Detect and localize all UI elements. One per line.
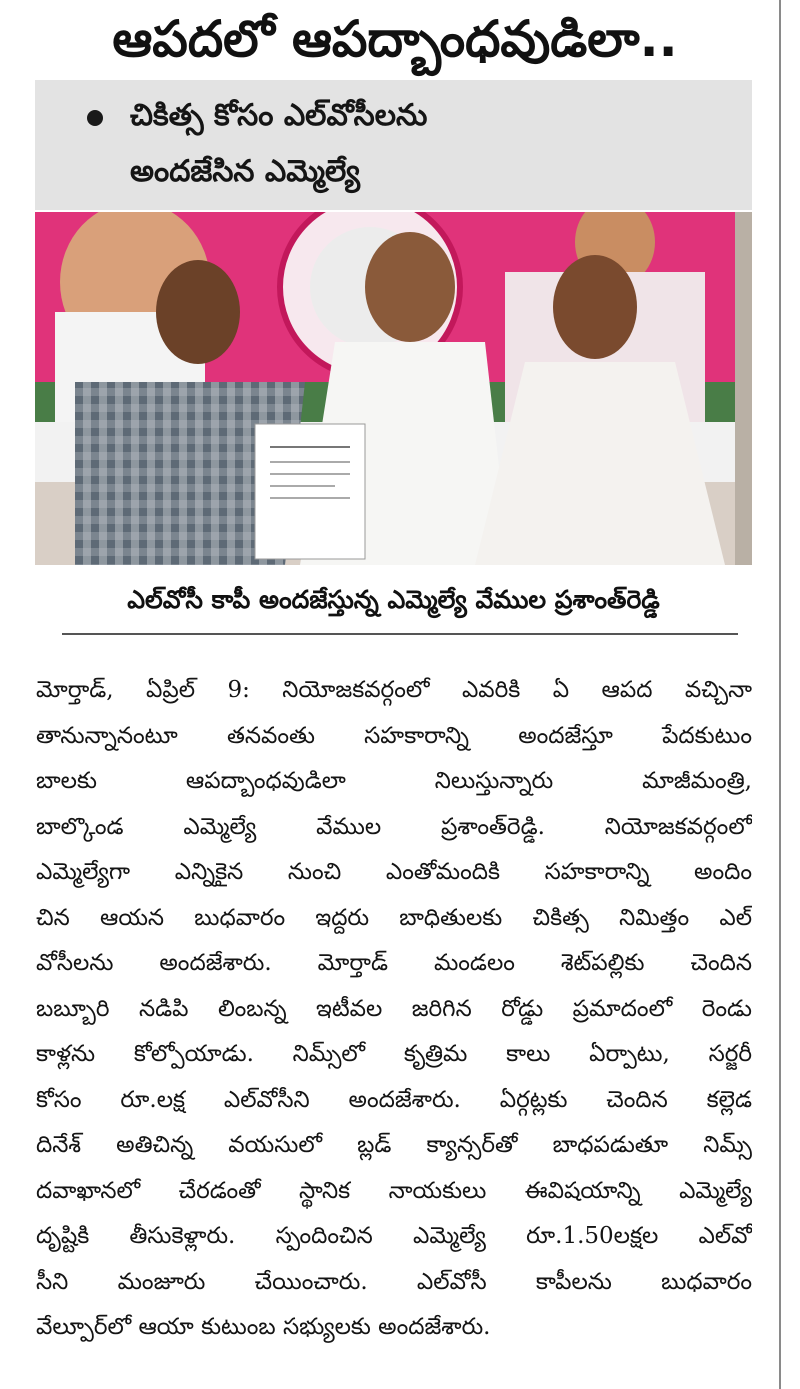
subhead-line-2: అందజేసిన ఎమ్మెల్యే [130, 154, 361, 189]
article-line: దినేశ్ అతిచిన్న వయసులో బ్లడ్ క్యాన్సర్‌తో బాధపడుతూ నిమ్స్ [36, 1132, 752, 1158]
news-photo [35, 212, 752, 565]
column-divider [779, 0, 781, 1389]
photo-illustration [35, 212, 752, 565]
bullet-icon [87, 110, 103, 126]
article-line: దృష్టికి తీసుకెళ్లారు. స్పందించిన ఎమ్మెల్యే రూ.1.50లక్షల ఎల్‌వో [36, 1223, 752, 1249]
article-line: చిన ఆయన బుధవారం ఇద్దరు బాధితులకు చికిత్స నిమిత్తం ఎల్ [36, 904, 752, 931]
headline: ఆపదలో ఆపద్బాంధవుడిలా.. [112, 10, 678, 68]
article-line: తానున్నానంటూ తనవంతు సహకారాన్ని అందజేస్తూ పేదకుటుం [36, 722, 752, 749]
article-line: వోసీలను అందజేశారు. మోర్తాడ్ మండలం శెట్‌పల్లికు చెందిన [36, 950, 752, 976]
article-body [36, 668, 752, 1351]
article-line: కాళ్లను కోల్పోయాడు. నిమ్స్‌లో కృత్రిమ కాలు ఏర్పాటు, సర్జరీ [36, 1041, 752, 1067]
caption-divider [62, 633, 738, 635]
subhead-box [35, 80, 752, 210]
article-line: ఎమ్మెల్యేగా ఎన్నికైన నుంచి ఎంతోమందికి సహకారాన్ని అందిం [36, 859, 752, 885]
photo-caption: ఎల్‌వోసీ కాపీ అందజేస్తున్న ఎమ్మెల్యే వేముల ప్రశాంత్‌రెడ్డి [127, 585, 660, 614]
article-line: దవాఖానలో చేరడంతో స్థానిక నాయకులు ఈవిషయాన్ని ఎమ్మెల్యే [36, 1177, 752, 1204]
article-line: కోసం రూ.లక్ష ఎల్‌వోసీని అందజేశారు. ఏర్గట్లకు చెందిన కల్లెడ [36, 1086, 752, 1113]
article-line: సీని మంజూరు చేయించారు. ఎల్‌వోసీ కాపీలను బుధవారం [36, 1268, 752, 1295]
article-line: మోర్తాడ్, ఏప్రిల్ 9: నియోజకవర్గంలో ఎవరికి ఏ ఆపద వచ్చినా [36, 677, 752, 703]
article-line: వేల్పూర్‌లో ఆయా కుటుంబ సభ్యులకు అందజేశారు. [36, 1314, 491, 1340]
article-line: బబ్బూరి నడిపి లింబన్న ఇటీవల జరిగిన రోడ్డు ప్రమాదంలో రెండు [36, 995, 752, 1022]
subhead-line-1: చికిత్స కోసం ఎల్‌వోసీలను [130, 98, 428, 133]
article-line: బాలకు ఆపద్బాంధవుడిలా నిలుస్తున్నారు మాజీమంత్రి, [36, 768, 752, 794]
article-line: బాల్కొండ ఎమ్మెల్యే వేముల ప్రశాంత్‌రెడ్డి. నియోజకవర్గంలో [36, 813, 752, 840]
